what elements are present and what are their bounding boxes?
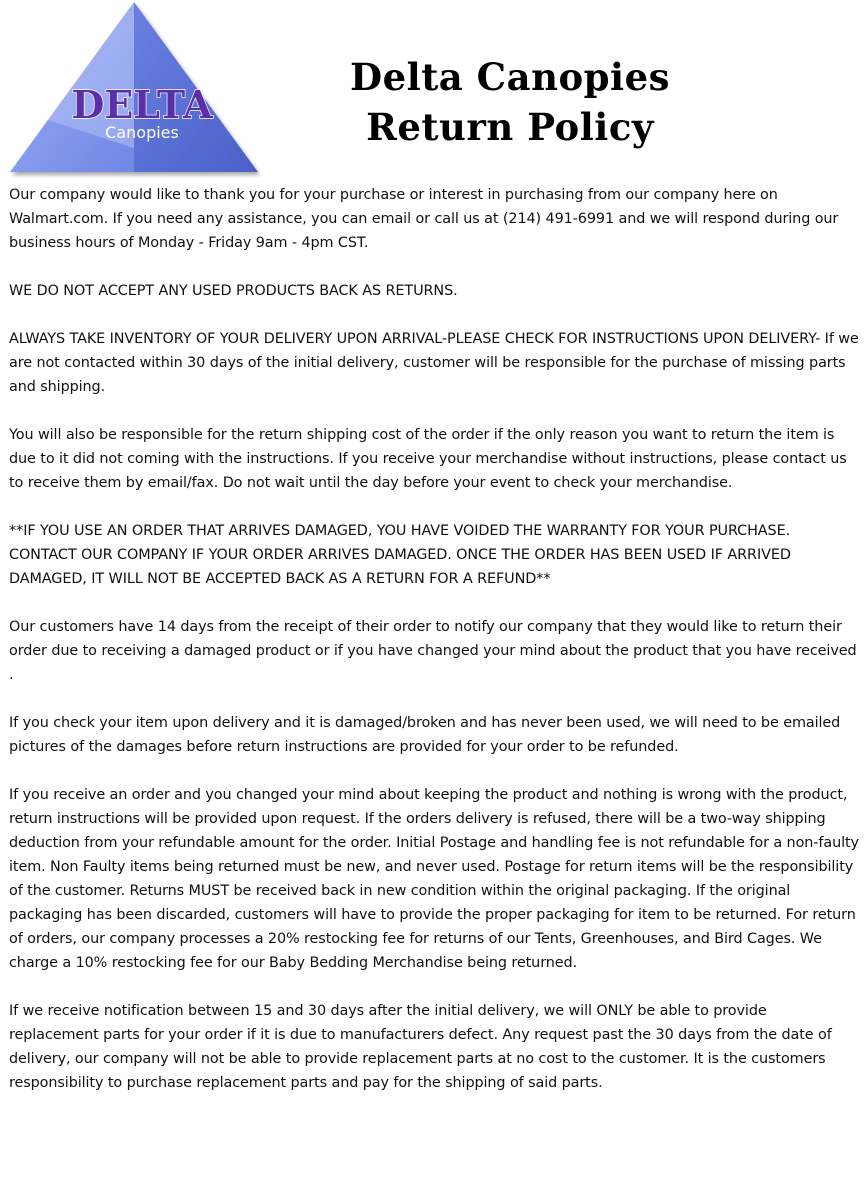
paragraph-intro: Our company would like to thank you for your purchase or interest in purchasing from our company here on Walmart.com. If you need any assistance, you can email or call us at (214) 491-6991 and we will respond during our business hours of Monday - Friday 9am - 4pm CST. xyxy=(9,187,839,251)
paragraph-changed-mind: If you receive an order and you changed your mind about keeping the product and nothing is wrong with the product, return instructions will be provided upon request. If the orders delivery is refused, there will be a two-way shipping deduction from your refundable amount for the order. Initial Postage and handling fee is not refundable for a non-faulty item. Non Faulty items being returned must be new, and never used. Postage for return items will be the responsibility of the customer. Returns MUST be received back in new condition within the original packaging. If the original packaging has been discarded, customers will have to provide the proper packaging for item to be returned. For return of orders, our company processes a 20% restocking fee for returns of our Tents, Greenhouses, and Bird Cages. We charge a 10% restocking fee for our Baby Bedding Merchandise being returned. xyxy=(9,787,859,971)
paragraph-damaged-pictures: If you check your item upon delivery and it is damaged/broken and has never been used, we will need to be emailed pictures of the damages before return instructions are provided for your order to be refunded. xyxy=(9,715,841,755)
delta-canopies-logo xyxy=(8,0,260,178)
logo-main-text: DELTA xyxy=(71,82,213,127)
policy-body xyxy=(9,183,859,1095)
paragraph-replacement-parts: If we receive notification between 15 and 30 days after the initial delivery, we will ONLY be able to provide replacement parts for your order if it is due to manufacturers defect. Any request past the 30 days from the date of delivery, our company will not be able to provide replacement parts at no cost to the customer. It is the customers responsibility to purchase replacement parts and pay for the shipping of said parts. xyxy=(9,1003,832,1091)
logo-sub-text: Canopies xyxy=(105,123,179,142)
page-header xyxy=(0,0,868,180)
title-line-company: Delta Canopies xyxy=(350,55,670,99)
paragraph-14-days: Our customers have 14 days from the receipt of their order to notify our company that they would like to return their order due to receiving a damaged product or if you have changed your mind about the product that you have received . xyxy=(9,619,857,683)
title-line-policy: Return Policy xyxy=(366,105,654,149)
page-title xyxy=(300,52,720,152)
paragraph-inventory: ALWAYS TAKE INVENTORY OF YOUR DELIVERY UPON ARRIVAL-PLEASE CHECK FOR INSTRUCTIONS UPON DELIVERY- If we are not contacted within 30 days of the initial delivery, customer will be responsible for the purchase of missing parts and shipping. xyxy=(9,331,859,395)
paragraph-damaged-warranty: **IF YOU USE AN ORDER THAT ARRIVES DAMAGED, YOU HAVE VOIDED THE WARRANTY FOR YOUR PURCHASE. CONTACT OUR COMPANY IF YOUR ORDER ARRIVES DAMAGED. ONCE THE ORDER HAS BEEN USED IF ARRIVED DAMAGED, IT WILL NOT BE ACCEPTED BACK AS A RETURN FOR A REFUND** xyxy=(9,523,791,587)
paragraph-instructions: You will also be responsible for the return shipping cost of the order if the only reason you want to return the item is due to it did not coming with the instructions. If you receive your merchandise without instructions, please contact us to receive them by email/fax. Do not wait until the day before your event to check your merchandise. xyxy=(9,427,847,491)
paragraph-no-used-products: WE DO NOT ACCEPT ANY USED PRODUCTS BACK AS RETURNS. xyxy=(9,283,458,299)
